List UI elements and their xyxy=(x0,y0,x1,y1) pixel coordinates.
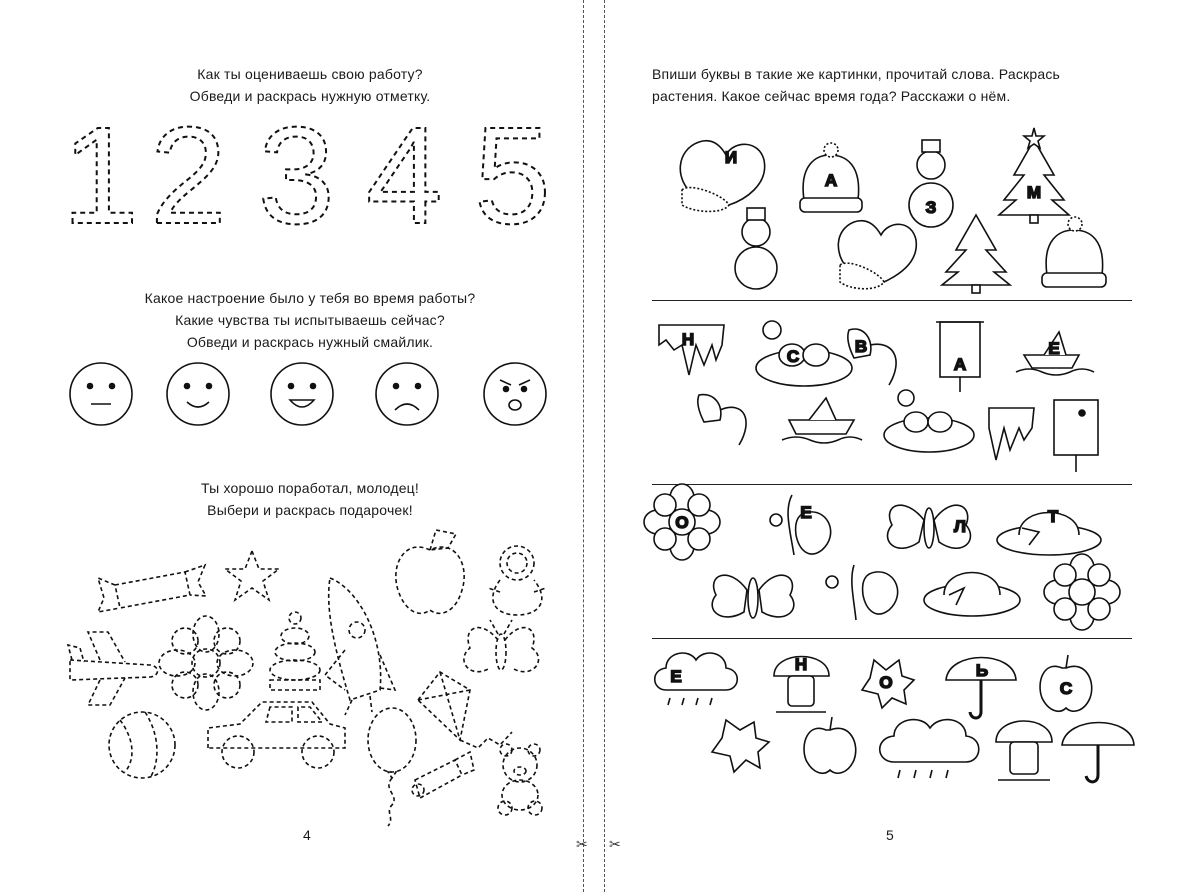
instruction-gift xyxy=(0,477,620,521)
instruction-line: Какие чувства ты испытываешь сейчас? xyxy=(175,312,445,328)
airplane-icon[interactable] xyxy=(68,632,158,705)
mitten-icon[interactable] xyxy=(680,141,764,212)
instruction-line: Какое настроение было у тебя во время работы? xyxy=(144,290,476,306)
sad-face-icon[interactable] xyxy=(376,363,438,425)
paper-boat-icon[interactable] xyxy=(782,398,862,443)
candy-icon[interactable] xyxy=(98,565,206,612)
letter-slot: С xyxy=(786,347,800,366)
bell-icon[interactable] xyxy=(412,752,474,798)
butterfly-icon[interactable] xyxy=(464,620,539,672)
page-number-left: 4 xyxy=(303,827,311,843)
neutral-face-icon[interactable] xyxy=(70,363,132,425)
letter-slot: О xyxy=(675,513,689,532)
scissors-icon: ✂ xyxy=(576,836,588,852)
instruction-line: Обведи и раскрась нужную отметку. xyxy=(189,88,431,104)
smiling-face-icon[interactable] xyxy=(167,363,229,425)
page-number-right: 5 xyxy=(886,827,894,843)
letter-slot: А xyxy=(953,355,967,374)
instruction-line: Ты хорошо поработал, молодец! xyxy=(201,480,419,496)
instruction-line: Обведи и раскрась нужный смайлик. xyxy=(186,334,434,350)
bluebell-icon[interactable] xyxy=(698,395,746,445)
happy-face-icon[interactable] xyxy=(271,363,333,425)
cut-line-left xyxy=(583,0,584,892)
right-page-art xyxy=(604,0,1200,892)
christmas-tree-icon[interactable] xyxy=(999,128,1069,223)
balloon-icon[interactable] xyxy=(368,708,416,826)
pyramid-toy-icon[interactable] xyxy=(270,612,320,690)
nest-icon[interactable] xyxy=(884,390,974,452)
flower-icon[interactable] xyxy=(159,616,253,710)
mitten-icon[interactable] xyxy=(838,221,916,289)
left-page xyxy=(0,0,584,892)
rain-cloud-icon[interactable] xyxy=(880,720,979,778)
sun-hat-icon[interactable] xyxy=(924,573,1020,617)
birdhouse-icon[interactable] xyxy=(1054,400,1098,472)
butterfly-icon[interactable] xyxy=(712,575,794,618)
flower-icon[interactable] xyxy=(1044,554,1120,630)
car-icon[interactable] xyxy=(208,702,345,768)
rocket-icon[interactable] xyxy=(325,578,395,715)
kite-icon[interactable] xyxy=(418,672,512,748)
grade-digit-4[interactable]: 4 xyxy=(366,99,443,253)
letter-slot: Е xyxy=(800,503,812,522)
letter-slot: Н xyxy=(794,655,808,674)
grade-digit-3[interactable]: 3 xyxy=(258,99,335,253)
grade-digit-5[interactable]: 5 xyxy=(474,99,551,253)
instruction-line: Выбери и раскрась подарочек! xyxy=(207,502,413,518)
instruction-line: растения. Какое сейчас время года? Расскажи о нём. xyxy=(652,88,1011,104)
grade-digit-1[interactable]: 1 xyxy=(62,99,139,253)
apple-icon[interactable] xyxy=(396,530,464,613)
umbrella-icon[interactable] xyxy=(1062,723,1134,782)
angry-face-icon[interactable] xyxy=(484,363,546,425)
hat-icon[interactable] xyxy=(1042,217,1106,287)
icicles-icon[interactable] xyxy=(989,408,1034,460)
letter-slot: Т xyxy=(1047,507,1059,526)
letter-slot: Е xyxy=(670,667,682,686)
christmas-tree-icon[interactable] xyxy=(942,215,1010,293)
star-icon[interactable] xyxy=(225,551,279,600)
right-page xyxy=(604,0,1200,892)
nest-icon[interactable] xyxy=(756,321,852,386)
instruction-mood xyxy=(0,287,620,353)
autumn-leaf-icon[interactable] xyxy=(712,720,769,772)
instruction-line: Впиши буквы в такие же картинки, прочитай слова. Раскрась xyxy=(652,66,1061,82)
letter-slot: Ь xyxy=(975,661,989,680)
doll-icon[interactable] xyxy=(488,546,546,615)
letter-slot: Е xyxy=(1048,339,1060,358)
scissors-icon: ✂ xyxy=(609,836,621,852)
mushroom-icon[interactable] xyxy=(996,721,1052,780)
grade-digit-2[interactable]: 2 xyxy=(150,99,227,253)
snowman-icon[interactable] xyxy=(735,208,777,289)
letter-slot: А xyxy=(824,171,838,190)
rain-cloud-icon[interactable] xyxy=(655,653,738,705)
letter-slot: Н xyxy=(681,330,695,349)
ball-icon[interactable] xyxy=(109,712,175,778)
letter-slot: В xyxy=(854,337,868,356)
letter-slot: О xyxy=(879,673,893,692)
strawberry-icon[interactable] xyxy=(826,565,898,620)
letter-slot: М xyxy=(1026,183,1042,202)
letter-slot: Л xyxy=(954,517,966,536)
left-page-art xyxy=(0,0,584,892)
instruction-line: Как ты оцениваешь свою работу? xyxy=(197,66,423,82)
letter-slot: И xyxy=(724,148,738,167)
apple-icon[interactable] xyxy=(804,717,856,773)
letter-slot: С xyxy=(1059,679,1073,698)
letter-slot: З xyxy=(925,198,937,217)
teddy-bear-icon[interactable] xyxy=(498,744,542,815)
